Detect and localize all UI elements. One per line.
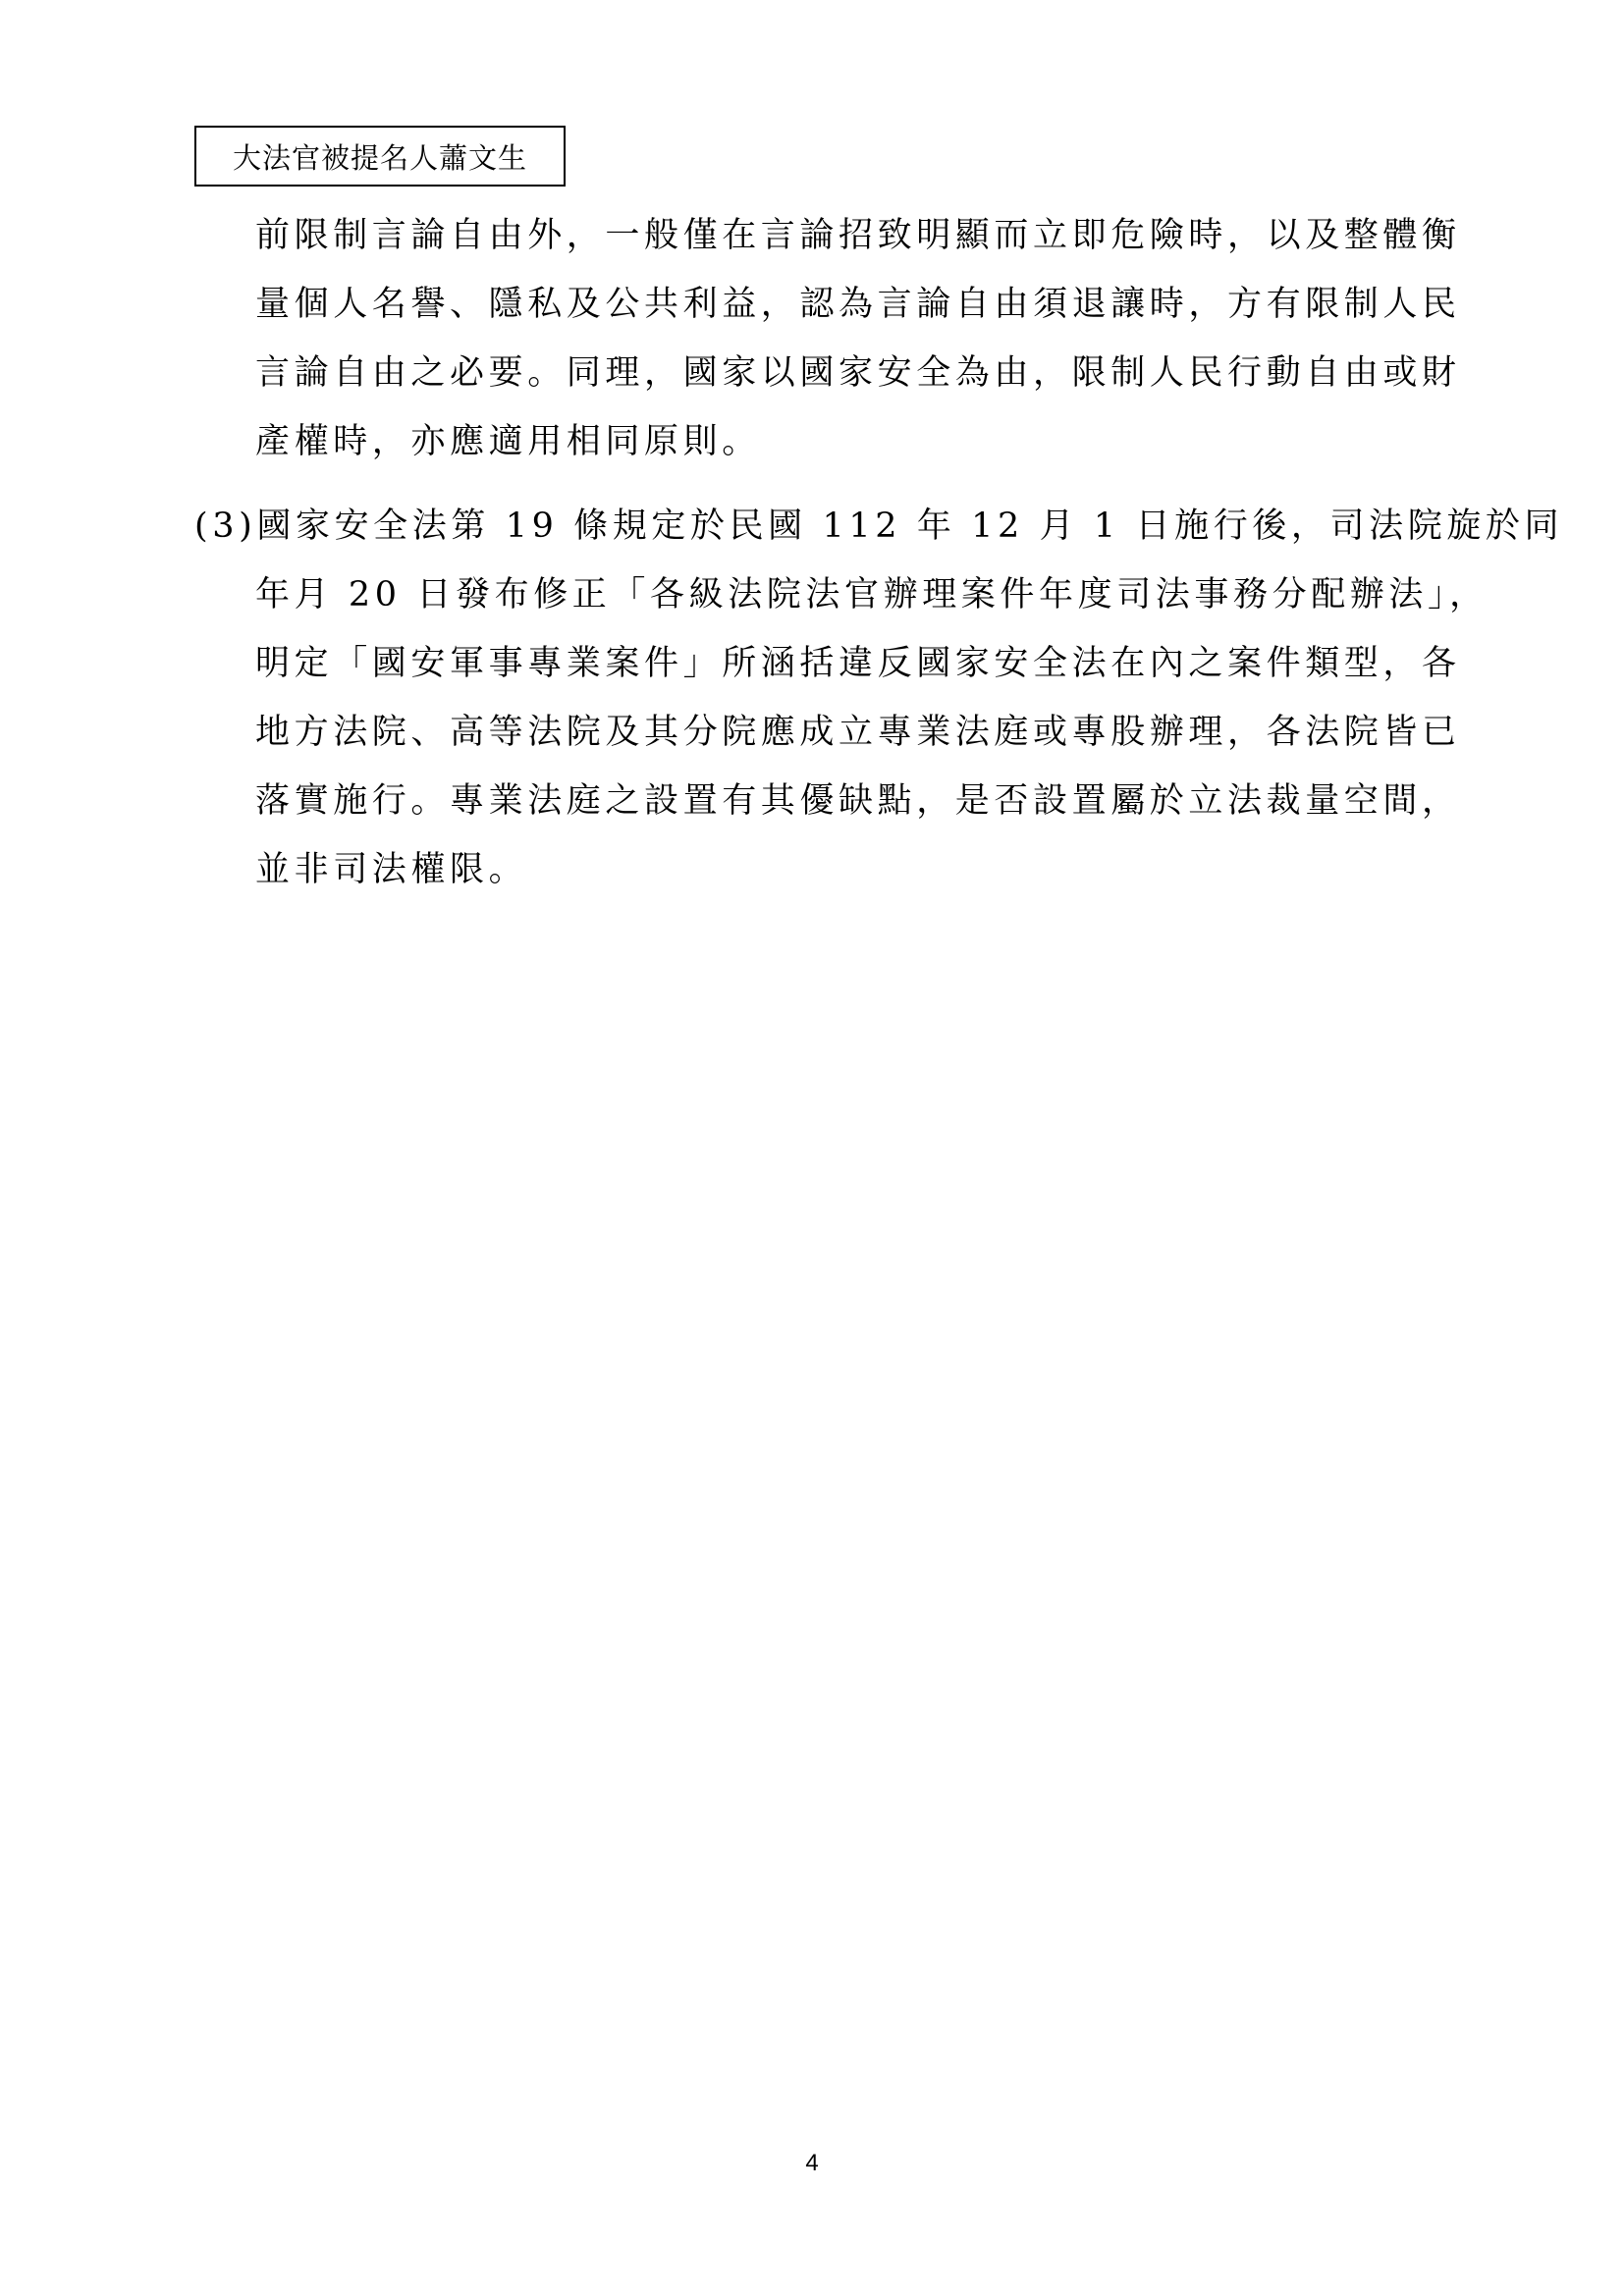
paragraph-line-3: 言論自由之必要。同理，國家以國家安全為由，限制人民行動自由或財 bbox=[255, 353, 1461, 393]
item3-line-1: (3)國家安全法第 19 條規定於民國 112 年 12 月 1 日施行後，司法院旋於同 bbox=[194, 507, 1564, 546]
paragraph-line-1: 前限制言論自由外，一般僅在言論招致明顯而立即危險時，以及整體衡 bbox=[255, 216, 1461, 255]
page-number: 4 bbox=[805, 2150, 819, 2176]
nominee-header-label bbox=[194, 126, 566, 187]
paragraph-line-2: 量個人名譽、隱私及公共利益，認為言論自由須退讓時，方有限制人民 bbox=[255, 285, 1461, 324]
item3-line-5: 落實施行。專業法庭之設置有其優缺點，是否設置屬於立法裁量空間， bbox=[255, 781, 1461, 821]
item3-line-3: 明定「國安軍事專業案件」所涵括違反國家安全法在內之案件類型，各 bbox=[255, 644, 1461, 683]
nominee-header-text: 大法官被提名人蕭文生 bbox=[232, 140, 527, 175]
item3-line-4: 地方法院、高等法院及其分院應成立專業法庭或專股辦理，各法院皆已 bbox=[255, 713, 1461, 752]
paragraph-line-4: 產權時，亦應適用相同原則。 bbox=[255, 422, 761, 461]
item3-line-6: 並非司法權限。 bbox=[255, 850, 528, 889]
item3-line-2: 年月 20 日發布修正「各級法院法官辦理案件年度司法事務分配辦法」， bbox=[255, 575, 1489, 614]
